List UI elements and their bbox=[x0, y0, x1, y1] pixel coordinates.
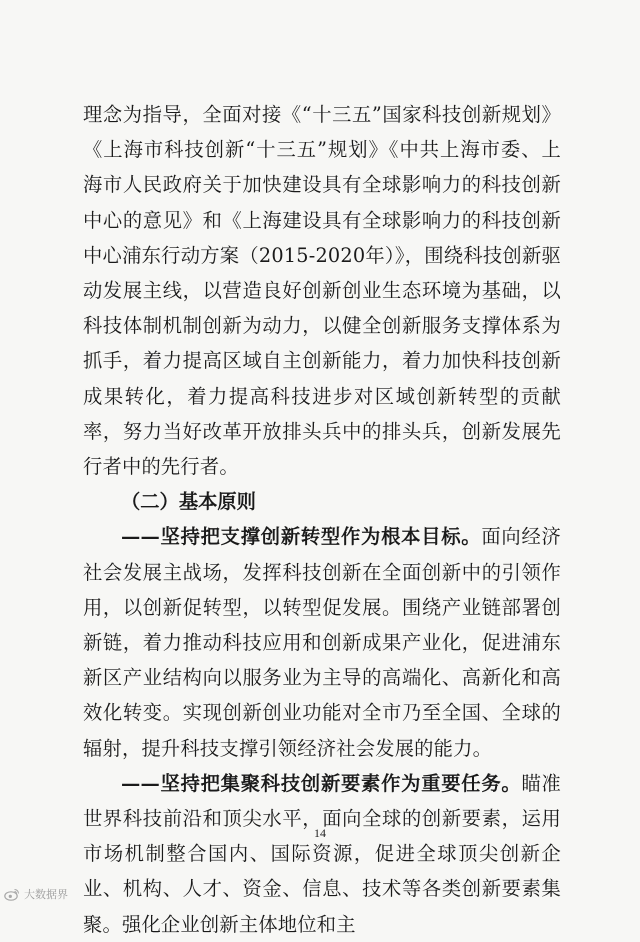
principle-lead-1: ——坚持把支撑创新转型作为根本目标。 bbox=[121, 525, 482, 549]
paragraph-guiding-principle: 理念为指导，全面对接《“十三五”国家科技创新规划》《上海市科技创新“十三五”规划》《中共上海市委、上海市人民政府关于加快建设具有全球影响力的科技创新中心的意见》和《上海建设具有全球影响力的科技创新中心浦东行动方案（2015-2020年）》，围绕科技创新驱动发展主线，以营造良好创新创业生态环境为基础，以科技体制机制创新为动力，以健全创新服务支撑体系为抓手，着力提高区域自主创新能力，着力加快科技创新成果转化，着力提高科技进步对区域创新转型的贡献率，努力当好改革开放排头兵中的排头兵，创新发展先行者中的先行者。 bbox=[83, 103, 561, 479]
page-number: 14 bbox=[314, 826, 326, 840]
principle-paragraph-1 bbox=[83, 519, 561, 765]
principle-paragraph-2 bbox=[83, 766, 561, 942]
principle-body-2: 瞄准世界科技前沿和顶尖水平，面向全球的创新要素，运用市场机制整合国内、国际资源，促进全球顶尖创新企业、机构、人才、资金、信息、技术等各类创新要素集聚。强化企业创新主体地位和主 bbox=[83, 771, 562, 936]
document-body bbox=[83, 97, 561, 942]
section-heading: （二）基本原则 bbox=[121, 490, 256, 514]
weibo-logo-icon bbox=[4, 888, 20, 901]
watermark-text: 大数据界 bbox=[24, 888, 68, 901]
principle-body-1: 面向经济社会发展主战场，发挥科技创新在全面创新中的引领作用，以创新促转型，以转型促发展。围绕产业链部署创新链，着力推动科技应用和创新成果产业化，促进浦东新区产业结构向以服务业为主导的高端化、高新化和高效化转变。实现创新创业功能对全市乃至全国、全球的辐射，提升科技支撑引领经济社会发展的能力。 bbox=[83, 525, 561, 760]
principle-lead-2: ——坚持把集聚科技创新要素作为重要任务。 bbox=[121, 771, 522, 795]
watermark bbox=[4, 886, 68, 902]
